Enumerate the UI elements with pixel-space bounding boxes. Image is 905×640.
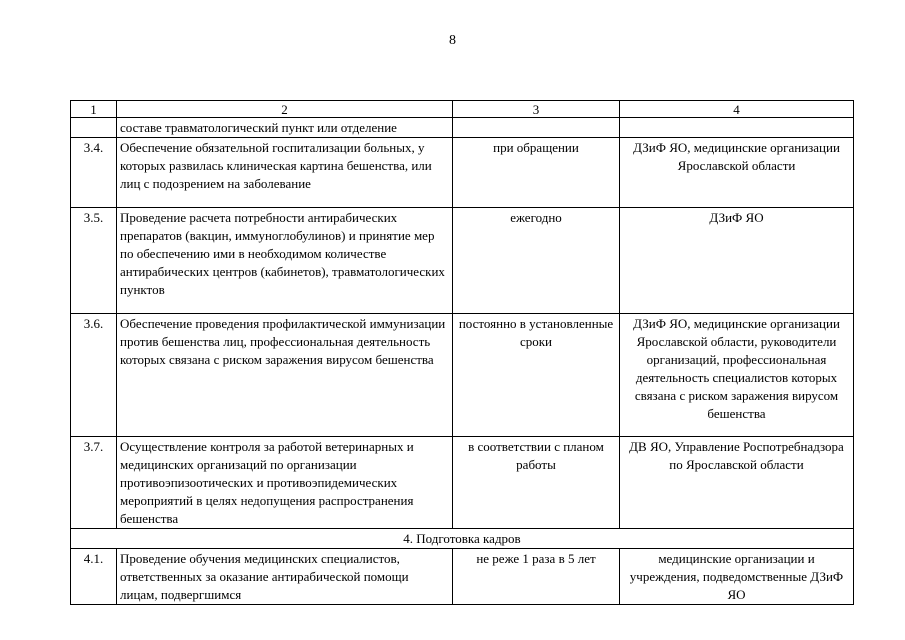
row-action: Обеспечение проведения профилактической иммунизации против бешенства лиц, профессиональная деятельность которых связана с риском заражения вирусом бешенства [117, 314, 453, 437]
row-number: 3.4. [71, 138, 117, 208]
row-term: ежегодно [453, 208, 620, 314]
table-row [71, 314, 854, 437]
table-row [71, 549, 854, 605]
row-responsible: медицинские организации и учреждения, подведомственные ДЗиФ ЯО [620, 549, 854, 605]
table-row-continuation [71, 118, 854, 138]
row-number: 3.6. [71, 314, 117, 437]
row-term [453, 118, 620, 138]
row-number: 4.1. [71, 549, 117, 605]
table-header-row [71, 101, 854, 118]
header-cell-4: 4 [620, 101, 854, 118]
row-action: Проведение расчета потребности антирабических препаратов (вакцин, иммуноглобулинов) и принятие мер по обеспечению ими в необходимом количестве антирабических центров (кабинетов), травматологических пунктов [117, 208, 453, 314]
row-responsible: ДЗиФ ЯО [620, 208, 854, 314]
table-row [71, 138, 854, 208]
row-term: в соответствии с планом работы [453, 437, 620, 529]
header-cell-3: 3 [453, 101, 620, 118]
row-responsible: ДВ ЯО, Управление Роспотребнадзора по Ярославской области [620, 437, 854, 529]
table-row [71, 437, 854, 529]
row-action: Обеспечение обязательной госпитализации больных, у которых развилась клиническая картина бешенства, или лиц с подозрением на заболевание [117, 138, 453, 208]
row-action: Проведение обучения медицинских специалистов, ответственных за оказание антирабической помощи лицам, подвергшимся [117, 549, 453, 605]
row-term: при обращении [453, 138, 620, 208]
header-cell-1: 1 [71, 101, 117, 118]
header-cell-2: 2 [117, 101, 453, 118]
row-term: постоянно в установленные сроки [453, 314, 620, 437]
row-term: не реже 1 раза в 5 лет [453, 549, 620, 605]
page-number: 8 [449, 33, 456, 48]
row-action: Осуществление контроля за работой ветеринарных и медицинских организаций по организации противоэпизоотических и противоэпидемических мероприятий в целях недопущения распространения бешенства [117, 437, 453, 529]
row-number: 3.7. [71, 437, 117, 529]
row-number: 3.5. [71, 208, 117, 314]
section-header-row [71, 529, 854, 549]
row-responsible: ДЗиФ ЯО, медицинские организации Ярославской области, руководители организаций, профессиональная деятельность специалистов которых связана с риском заражения вирусом бешенства [620, 314, 854, 437]
row-responsible [620, 118, 854, 138]
row-action: составе травматологический пункт или отделение [117, 118, 453, 138]
table-row [71, 208, 854, 314]
section-title: 4. Подготовка кадров [71, 529, 854, 549]
row-responsible: ДЗиФ ЯО, медицинские организации Ярославской области [620, 138, 854, 208]
activities-table [70, 100, 854, 605]
row-number [71, 118, 117, 138]
